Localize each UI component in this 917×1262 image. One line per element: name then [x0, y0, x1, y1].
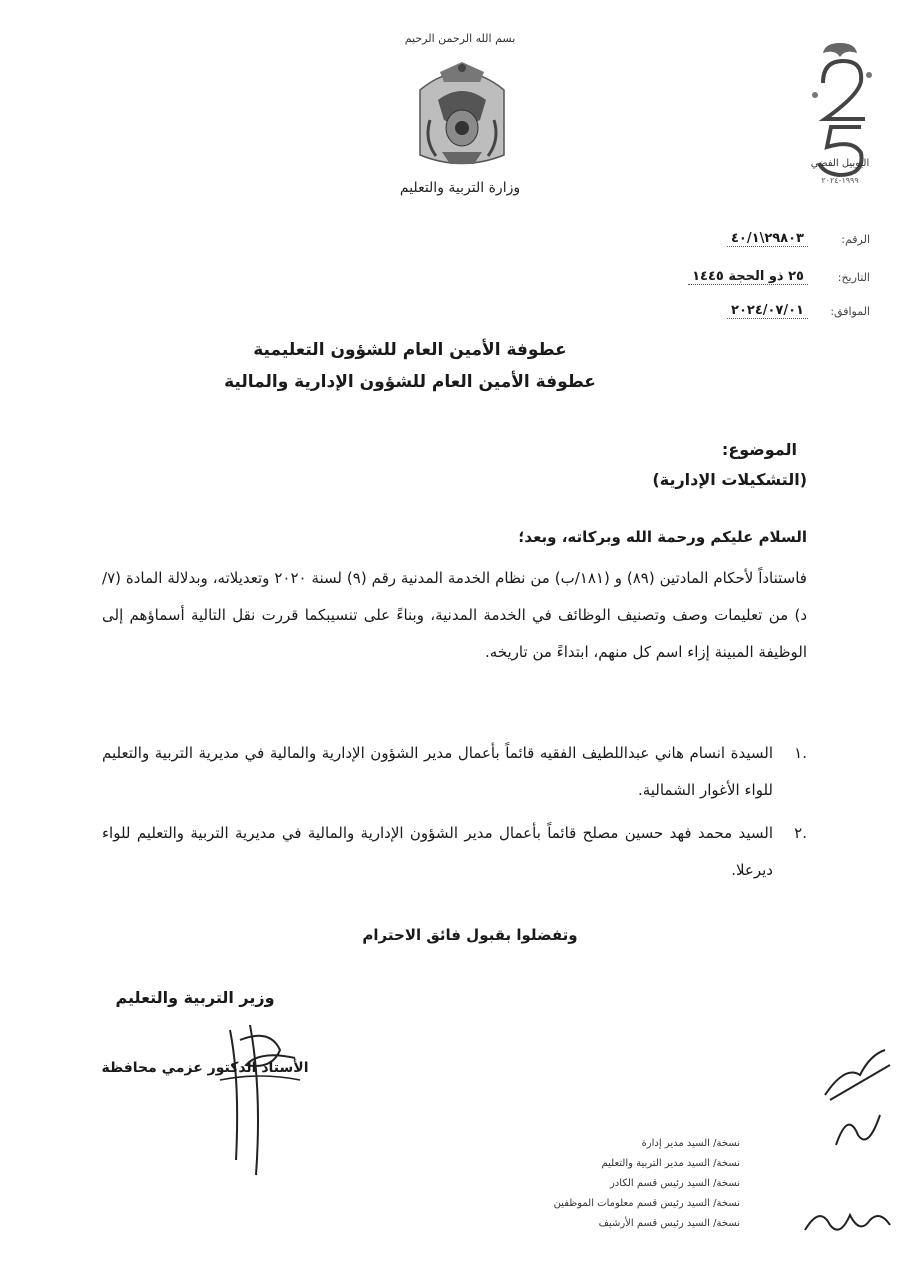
date-label: التاريخ: [837, 271, 870, 284]
bismillah-text: بسم الله الرحمن الرحيم [404, 32, 516, 45]
closing-text: وتفضلوا بقبول فائق الاحترام [362, 926, 578, 944]
gregorian-date-value: ٢٠٢٤/٠٧/٠١ [727, 303, 808, 319]
reference-number-row [640, 233, 870, 255]
reference-number-value: ٢٩٨٠٣\٤٠/١ [727, 231, 808, 247]
list-item-number: .١ [794, 744, 807, 762]
subject-text: (التشكيلات الإدارية) [652, 470, 807, 489]
addressee-1: عطوفة الأمين العام للشؤون التعليمية [253, 340, 567, 360]
copy-recipient: نسخة/ السيد مدير إدارة [641, 1138, 740, 1149]
copy-recipient: نسخة/ السيد رئيس قسم معلومات الموظفين [553, 1198, 740, 1209]
reference-number-label: الرقم: [841, 233, 870, 246]
gregorian-date-row [640, 305, 870, 327]
minister-title: وزير التربية والتعليم [115, 988, 275, 1007]
copy-recipient: نسخة/ السيد مدير التربية والتعليم [601, 1158, 740, 1169]
greeting: السلام عليكم ورحمة الله وبركاته، وبعد؛ [518, 528, 807, 546]
hijri-date-value: ٢٥ ذو الحجة ١٤٤٥ [688, 269, 808, 285]
list-item-text: السيدة انسام هاني عبداللطيف الفقيه قائماً بأعمال مدير الشؤون الإدارية والمالية في مديرية التربية والتعليم للواء الأغوار الشمالية. [102, 744, 773, 799]
subject-label: الموضوع: [721, 440, 797, 459]
minister-name: الأستاذ الدكتور عزمي محافظة [101, 1060, 309, 1076]
list-item-text: السيد محمد فهد حسين مصلح قائماً بأعمال مدير الشؤون الإدارية والمالية في مديرية التربية والتعليم للواء ديرعلا. [102, 824, 773, 879]
hijri-date-row [640, 271, 870, 293]
corresponding-label: الموافق: [830, 305, 870, 318]
ministry-name: وزارة التربية والتعليم [399, 180, 521, 196]
body-paragraph: فاستناداً لأحكام المادتين (٨٩) و (١٨١/ب) من نظام الخدمة المدنية رقم (٩) لسنة ٢٠٢٠ وتعديلاته، وبدلالة المادة (٧/د) من تعليمات وصف وتصنيف الوظائف في الخدمة المدنية، وبناءً على تنسيبكما قررت نقل التالية أسماؤهم إلى الوظيفة المبينة إزاء اسم كل منهم، ابتداءً من تاريخه. [102, 569, 807, 661]
list-item-number: .٢ [794, 824, 807, 842]
addressee-2: عطوفة الأمين العام للشؤون الإدارية والمالية [224, 372, 596, 392]
initials-signature-icon [828, 1105, 888, 1155]
copy-recipient: نسخة/ السيد رئيس قسم الكادر [609, 1178, 740, 1189]
jordan-coat-of-arms-icon [410, 60, 514, 172]
list-item [102, 735, 807, 809]
initials-signature-icon [815, 1045, 895, 1105]
initials-signature-icon [800, 1200, 895, 1240]
handwritten-signature-icon [200, 1010, 320, 1180]
copy-recipient: نسخة/ السيد رئيس قسم الأرشيف [598, 1218, 740, 1229]
jubilee-years: ١٩٩٩-٢٠٢٤ [821, 176, 859, 185]
list-item [102, 815, 807, 889]
jubilee-title: اليوبيل الفضي [810, 158, 870, 169]
